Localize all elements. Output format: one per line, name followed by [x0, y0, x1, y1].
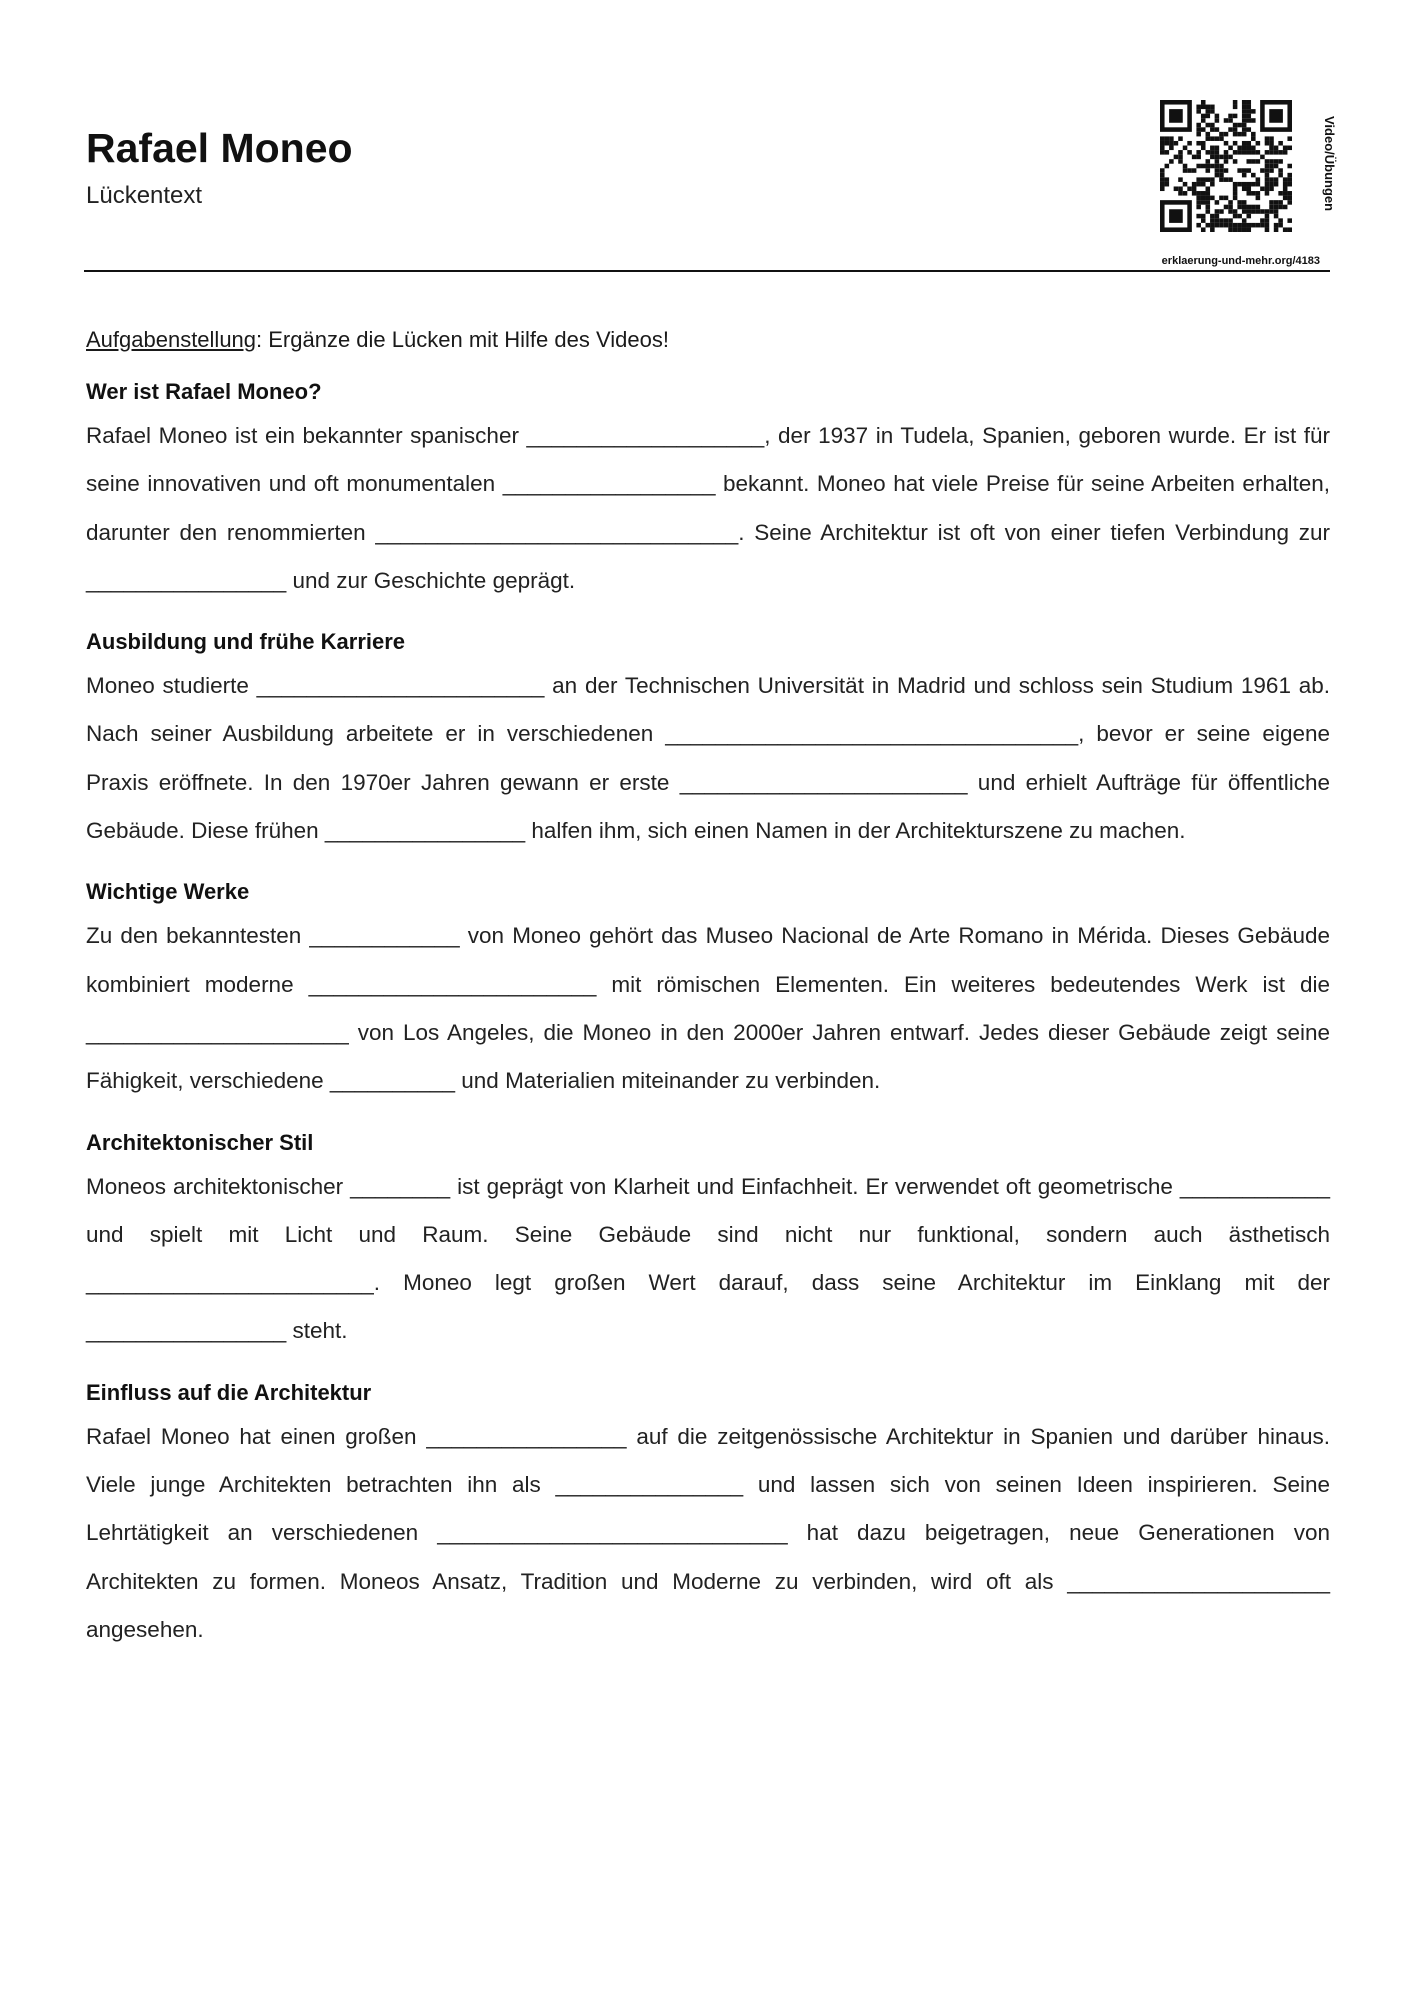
header-divider [84, 270, 1330, 272]
task-instruction [86, 322, 1330, 358]
section-who-is-moneo [86, 372, 1330, 605]
section-paragraph: Rafael Moneo ist ein bekannter spanischer ___________________, der 1937 in Tudela, Spanien, geboren wurde. Er ist für seine innovativen und oft monumentalen _________________ bekannt. Moneo hat viele Preise für seine Arbeiten erhalten, darunter den renommierten _____________________________. Seine Architektur ist oft von einer tiefen Verbindung zur ________________ und zur Geschichte geprägt. [86, 423, 1330, 593]
section-paragraph: Rafael Moneo hat einen großen ________________ auf die zeitgenössische Architektur in Spanien und darüber hinaus. Viele junge Architekten betrachten ihn als _______________ und lassen sich von seinen Ideen inspirieren. Seine Lehrtätigkeit an verschiedenen ____________________________ hat dazu beigetragen, neue Generationen von Architekten zu formen. Moneos Ansatz, Tradition und Moderne zu verbinden, wird oft als _____________________ angesehen. [86, 1423, 1330, 1642]
section-important-works [86, 872, 1330, 1105]
qr-code-icon [1160, 100, 1292, 232]
section-architectural-style [86, 1123, 1330, 1356]
site-url: erklaerung-und-mehr.org/4183 [1161, 255, 1320, 267]
page-title: Rafael Moneo [86, 125, 353, 171]
section-paragraph: Moneos architektonischer ________ ist geprägt von Klarheit und Einfachheit. Er verwendet oft geometrische ____________ und spielt mit Licht und Raum. Seine Gebäude sind nicht nur funktional, sondern auch ästhetisch _______________________. Moneo legt großen Wert darauf, dass seine Architektur im Einklang mit der ________________ steht. [86, 1173, 1330, 1344]
page-subtitle: Lückentext [86, 182, 203, 209]
section-heading: Ausbildung und frühe Karriere [86, 629, 406, 655]
section-paragraph: Moneo studierte _______________________ an der Technischen Universität in Madrid und schloss sein Studium 1961 ab. Nach seiner Ausbildung arbeitete er in verschiedenen _________________________________, bevor er seine eigene Praxis eröffnete. In den 1970er Jahren gewann er erste _______________________ und erhielt Aufträge für öffentliche Gebäude. Diese frühen ________________ halfen ihm, sich einen Namen in der Architekturszene zu machen. [86, 673, 1330, 844]
section-heading: Wichtige Werke [86, 879, 250, 905]
section-influence [86, 1373, 1330, 1654]
section-heading: Architektonischer Stil [86, 1129, 314, 1155]
video-exercises-label: Video/Übungen [1322, 116, 1337, 212]
task-text: : Ergänze die Lücken mit Hilfe des Videos! [256, 327, 669, 352]
worksheet-content [86, 322, 1330, 1671]
task-label: Aufgabenstellung [86, 327, 257, 352]
section-heading: Einfluss auf die Architektur [86, 1379, 372, 1405]
section-heading: Wer ist Rafael Moneo? [86, 379, 322, 404]
section-education-early-career [86, 622, 1330, 855]
section-paragraph: Zu den bekanntesten ____________ von Moneo gehört das Museo Nacional de Arte Romano in Mérida. Dieses Gebäude kombiniert moderne _______________________ mit römischen Elementen. Ein weiteres bedeutendes Werk ist die _____________________ von Los Angeles, die Moneo in den 2000er Jahren entwarf. Jedes dieser Gebäude zeigt seine Fähigkeit, verschiedene __________ und Materialien miteinander zu verbinden. [86, 923, 1330, 1094]
